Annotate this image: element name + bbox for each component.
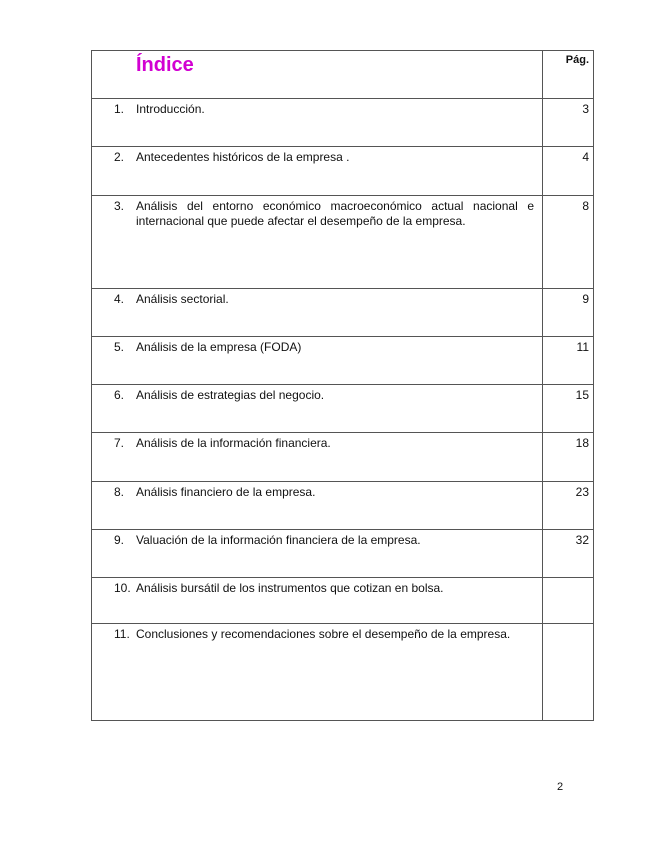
toc-entry-cell (92, 385, 543, 433)
page-column-header: Pág. (543, 51, 594, 99)
entry-text: Conclusiones y recomendaciones sobre el desempeño de la empresa. (136, 627, 511, 641)
entry-text: Análisis de la información financiera. (136, 436, 331, 450)
entry-page: 8 (543, 196, 594, 289)
toc-row (92, 578, 594, 624)
entry-text: Valuación de la información financiera de la empresa. (136, 533, 421, 547)
toc-entry-cell (92, 578, 543, 624)
table-of-contents (91, 50, 594, 721)
toc-entry-cell (92, 289, 543, 337)
entry-text: Introducción. (136, 102, 205, 116)
entry-page: 4 (543, 147, 594, 196)
toc-row (92, 385, 594, 433)
entry-page: 18 (543, 433, 594, 482)
entry-number: 9. (114, 533, 125, 547)
entry-page: 23 (543, 482, 594, 530)
toc-header-row (92, 51, 594, 99)
entry-number: 10. (114, 581, 131, 595)
toc-row (92, 530, 594, 578)
entry-text: Análisis de la empresa (FODA) (136, 340, 302, 354)
toc-row (92, 289, 594, 337)
title-cell (92, 51, 543, 99)
entry-page: 15 (543, 385, 594, 433)
entry-page (543, 578, 594, 624)
toc-entry-cell (92, 337, 543, 385)
entry-text: Análisis financiero de la empresa. (136, 485, 316, 499)
toc-row (92, 147, 594, 196)
toc-row (92, 99, 594, 147)
entry-page: 9 (543, 289, 594, 337)
toc-row (92, 337, 594, 385)
entry-text: Análisis sectorial. (136, 292, 229, 306)
toc-title: Índice (136, 54, 194, 76)
toc-row (92, 433, 594, 482)
entry-number: 2. (114, 150, 125, 164)
toc-entry-cell (92, 196, 543, 289)
entry-number: 4. (114, 292, 125, 306)
entry-number: 7. (114, 436, 125, 450)
entry-text: Análisis del entorno económico macroeconómico actual nacional e internacional que puede afectar el desempeño de la empresa. (136, 199, 534, 228)
toc-row (92, 196, 594, 289)
entry-page: 32 (543, 530, 594, 578)
entry-number: 3. (114, 199, 125, 213)
toc-entry-cell (92, 624, 543, 721)
entry-number: 5. (114, 340, 125, 354)
toc-entry-cell (92, 482, 543, 530)
toc-entry-cell (92, 147, 543, 196)
toc-entry-cell (92, 99, 543, 147)
entry-page: 11 (543, 337, 594, 385)
toc-row (92, 482, 594, 530)
entry-page (543, 624, 594, 721)
page-number: 2 (557, 781, 564, 793)
entry-text: Análisis bursátil de los instrumentos que cotizan en bolsa. (136, 581, 444, 595)
entry-number: 6. (114, 388, 125, 402)
entry-number: 1. (114, 102, 125, 116)
entry-page: 3 (543, 99, 594, 147)
entry-number: 11. (114, 627, 130, 641)
toc-entry-cell (92, 530, 543, 578)
toc-entry-cell (92, 433, 543, 482)
toc-row (92, 624, 594, 721)
entry-text: Análisis de estrategias del negocio. (136, 388, 325, 402)
entry-text: Antecedentes históricos de la empresa . (136, 150, 350, 164)
entry-number: 8. (114, 485, 125, 499)
